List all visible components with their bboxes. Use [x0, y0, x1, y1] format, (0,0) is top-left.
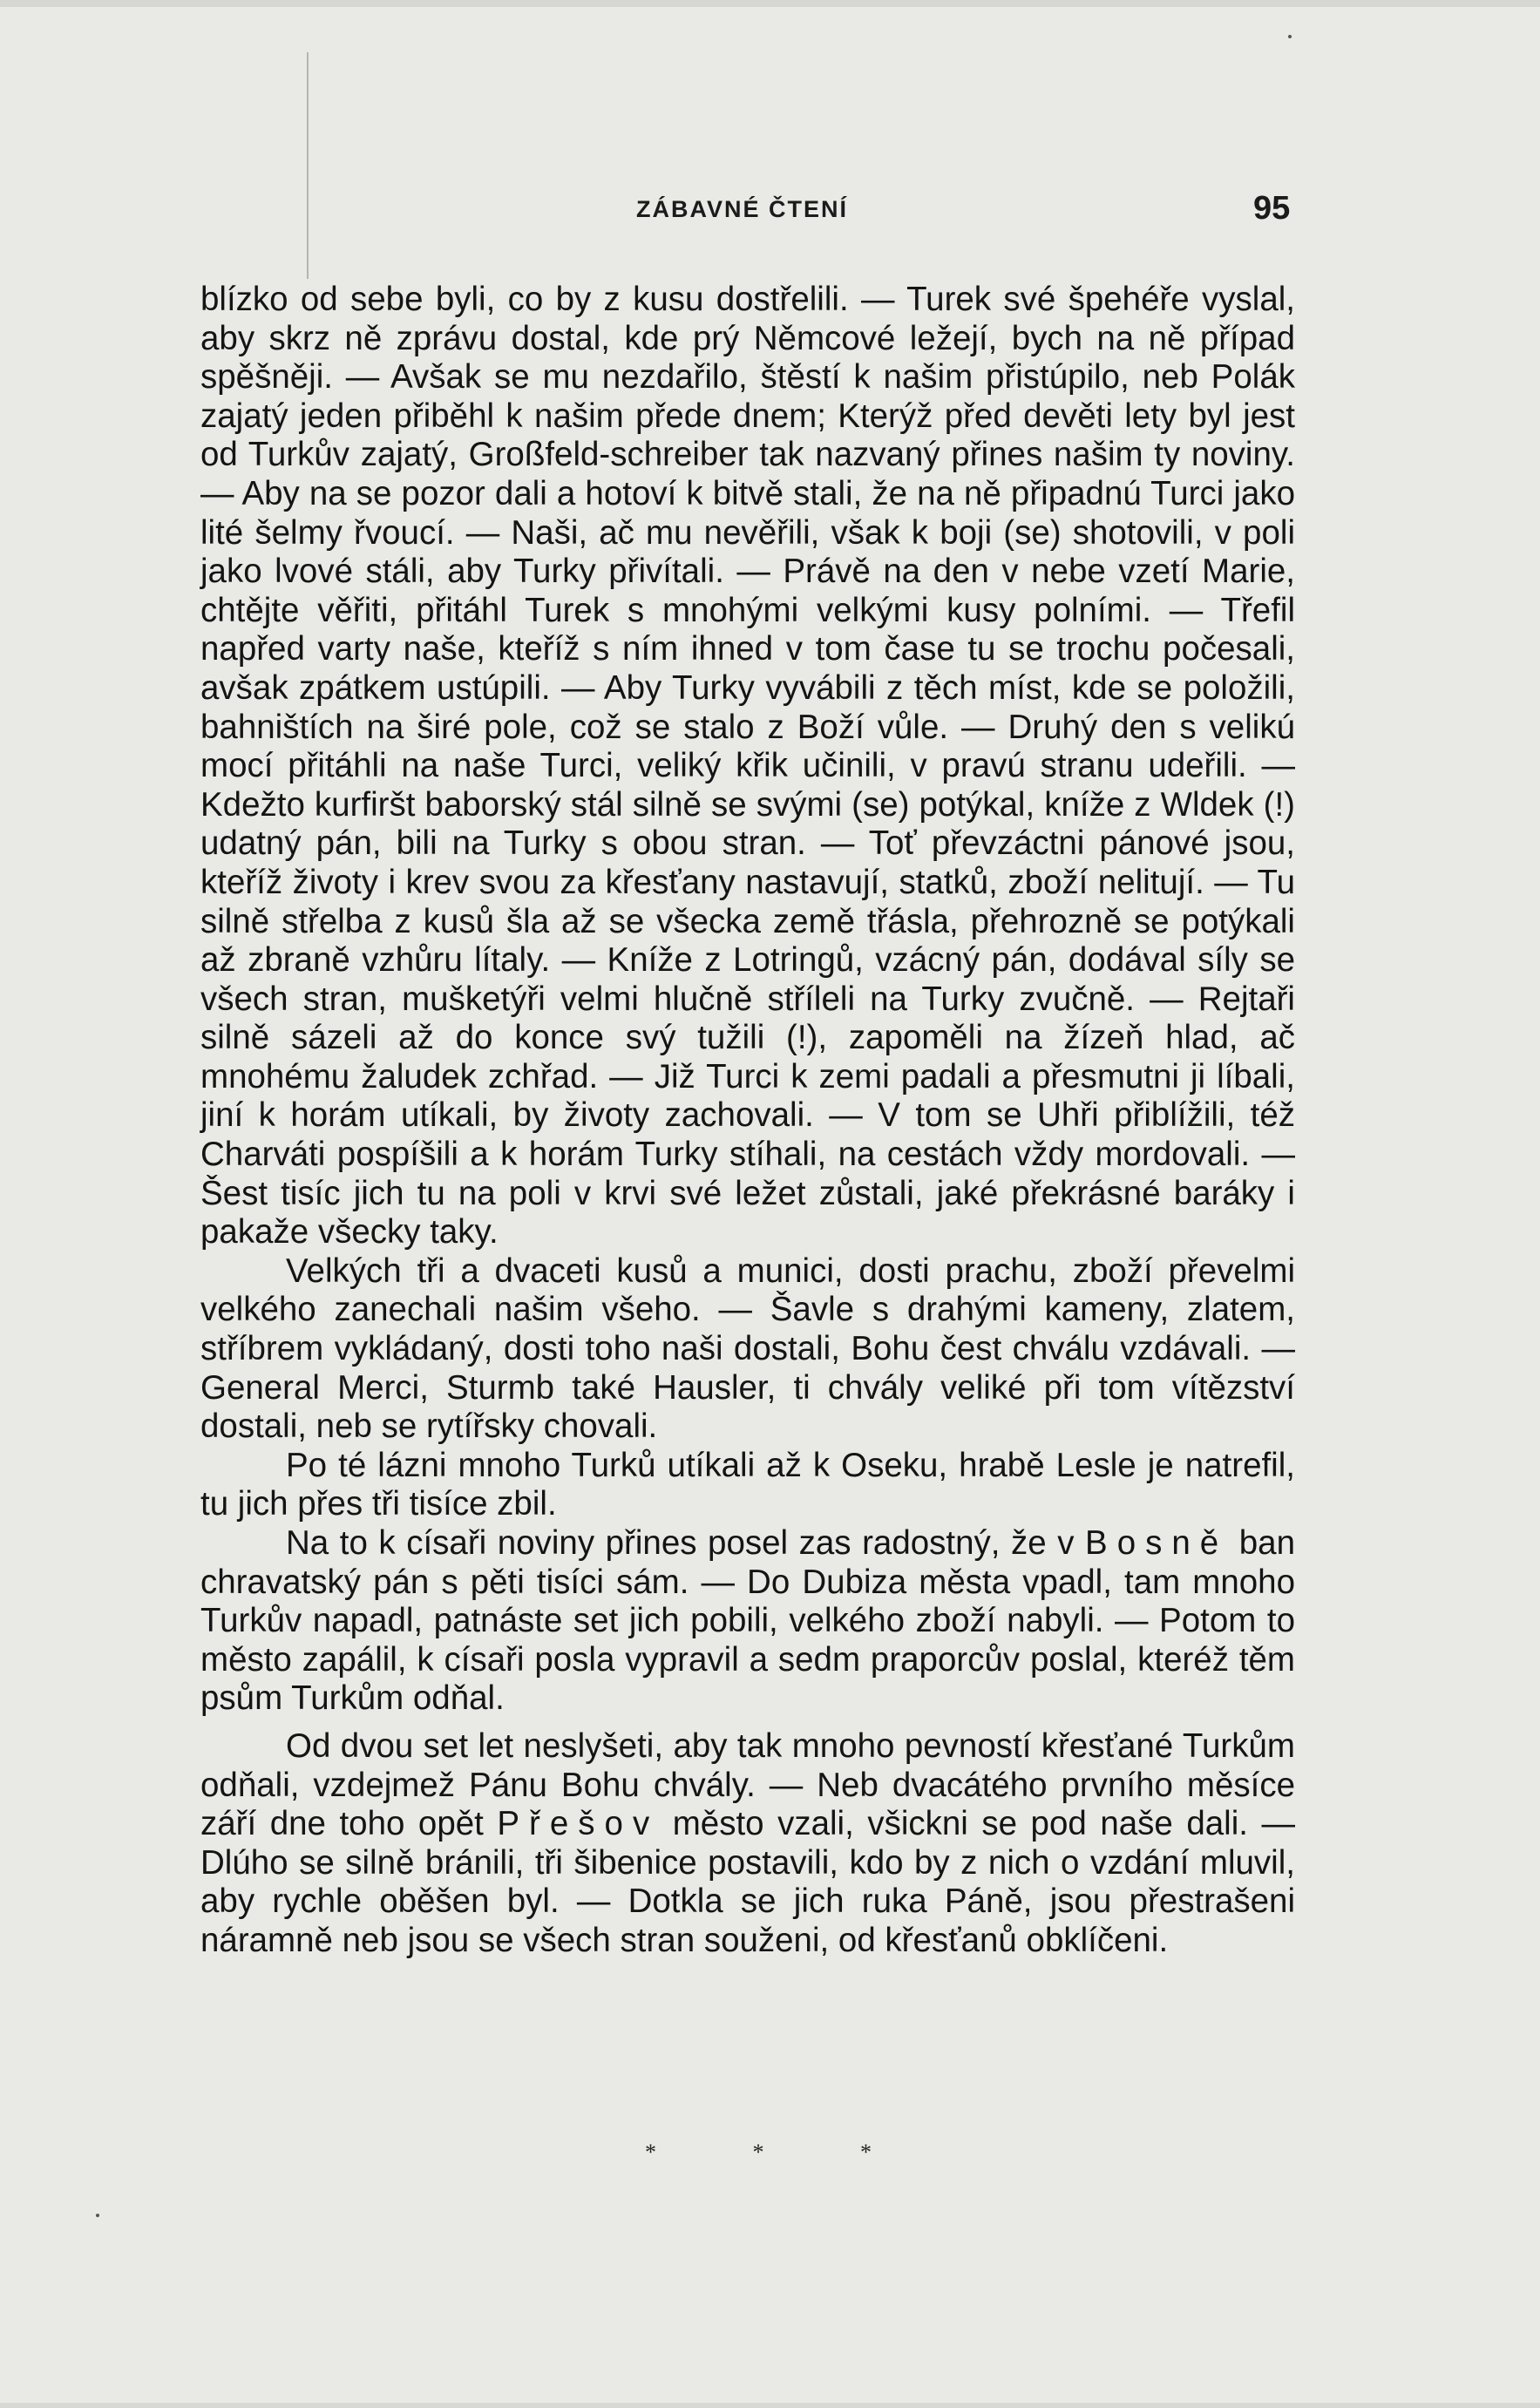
page-fold-line [307, 52, 309, 279]
asterisk-ornament-icon: * [752, 2140, 764, 2165]
scan-edge-top [0, 0, 1540, 7]
paragraph-text: Velkých tři a dvaceti kusů a munici, dosti prachu, zboží převelmi velkého zanechali našim všeho. — Šavle s drahými kameny, zlatem, stříbrem vykládaný, dosti toho naši dostali, Bohu čest chválu vzdávali. — General Merci, Sturmb také Hausler, ti chvály veliké při tom vítězství dostali, neb se rytířsky chovali. [200, 1251, 1295, 1446]
paragraph-text: Od dvou set let neslyšeti, aby tak mnoho pevností křesťané Turkům odňali, vzdejmež Pánu Bohu chvály. — Neb dvacátého prvního měsíce září dne toho opět [200, 1726, 1295, 1843]
paragraph-4 [200, 1524, 1295, 1719]
spaced-place-name: Přešov [497, 1805, 660, 1843]
paragraph-text: ban chravatský pán s pěti tisíci sám. — Do Dubiza města vpadl, tam mnoho Turkův napadl, patnáste set jich pobili, velkého zboží nabyli. — Potom to město zapálil, k císaři posla vypravil a sedm praporcův poslal, kteréž těm psům Turkům odňal. [200, 1524, 1295, 1718]
paragraph-text: blízko od sebe byli, co by z kusu dostřelili. — Turek své špehéře vyslal, aby skrz ně zprávu dostal, kde prý Němcové ležejí, bych na ně případ spěšněji. — Avšak se mu nezdařilo, štěstí k našim přistúpilo, neb Polák zajatý jeden přiběhl k našim přede dnem; Kterýž před devěti lety byl jest od Turkův zajatý, Großfeld-schreiber tak nazvaný přines našim ty noviny. — Aby na se pozor dali a hotoví k bitvě stali, že na ně připadnú Turci jako lité šelmy řvoucí. — Naši, ač mu nevěřili, však k boji (se) shotovili, v poli jako lvové stáli, aby Turky přivítali. — Právě na den v nebe vzetí Marie, chtějte věřiti, přitáhl Turek s mnohými velkými kusy polními. — Třefil napřed varty naše, kteříž s ním ihned v tom čase tu se trochu počesali, avšak zpátkem ustúpili. — Aby Turky vyvábili z těch míst, kde se položili, bahništích na širé pole, což se stalo z Boží vůle. — Druhý den s velikú mocí přitáhli na naše Turci, veliký křik učinili, v pravú stranu udeřili. — Kdežto kurfiršt baborský stál silně se svými (se) potýkal, kníže z Wldek (!) udatný pán, bili na Turky s obou stran. — Toť převzáctni pánové jsou, kteříž životy i krev svou za křesťany nastavují, statků, zboží nelitují. — Tu silně střelba z kusů šla až se všecka země třásla, přehrozně se potýkali až zbraně vzhůru lítaly. — Kníže z Lotringů, vzácný pán, dodával síly se všech stran, mušketýři velmi hlučně stříleli na Turky zvučně. — Rejtaři silně sázeli až do konce svý tužili (!), zapoměli na žízeň hlad, ač mnohému žaludek zchřad. — Již Turci k zemi padali a přesmutni ji líbali, jiní k horám utíkali, by životy zachovali. — V tom se Uhři přiblížili, též Charváti pospíšili a k horám Turky stíhali, na cestách vždy mordovali. — Šest tisíc jich tu na poli v krvi své ležet zůstali, jaké překrásné baráky i pakaže všecky taky. [200, 281, 1295, 1251]
paragraph-1 [200, 281, 1295, 1252]
paragraph-3 [200, 1447, 1295, 1524]
section-ornament [645, 2140, 872, 2166]
paragraph-2 [200, 1252, 1295, 1447]
asterisk-ornament-icon: * [645, 2140, 656, 2165]
running-title: ZÁBAVNÉ ČTENÍ [636, 196, 849, 222]
paragraph-5 [200, 1727, 1295, 1961]
scan-edge-bottom [0, 2403, 1540, 2408]
paragraph-text: Na to k císaři noviny přines posel zas radostný, že v [286, 1524, 1086, 1562]
body-text [200, 281, 1295, 1961]
paragraph-text: Po té lázni mnoho Turků utíkali až k Oseku, hrabě Lesle je natrefil, tu jich přes tři tisíce zbil. [200, 1446, 1295, 1523]
spaced-place-name: Bosně [1085, 1524, 1229, 1562]
page-number: 95 [1253, 190, 1291, 227]
scan-speck [1288, 35, 1292, 38]
asterisk-ornament-icon: * [860, 2140, 872, 2165]
scan-speck [96, 2214, 99, 2217]
paragraph-text: město vzali, všickni se pod naše dali. — Dlúho se silně bránili, tři šibenice postavili, kdo by z nich o vzdání mluvil, aby rychle oběšen byl. — Dotkla se jich ruka Páně, jsou přestrašeni náramně neb jsou se všech stran souženi, od křesťanů obklíčeni. [200, 1805, 1295, 1959]
